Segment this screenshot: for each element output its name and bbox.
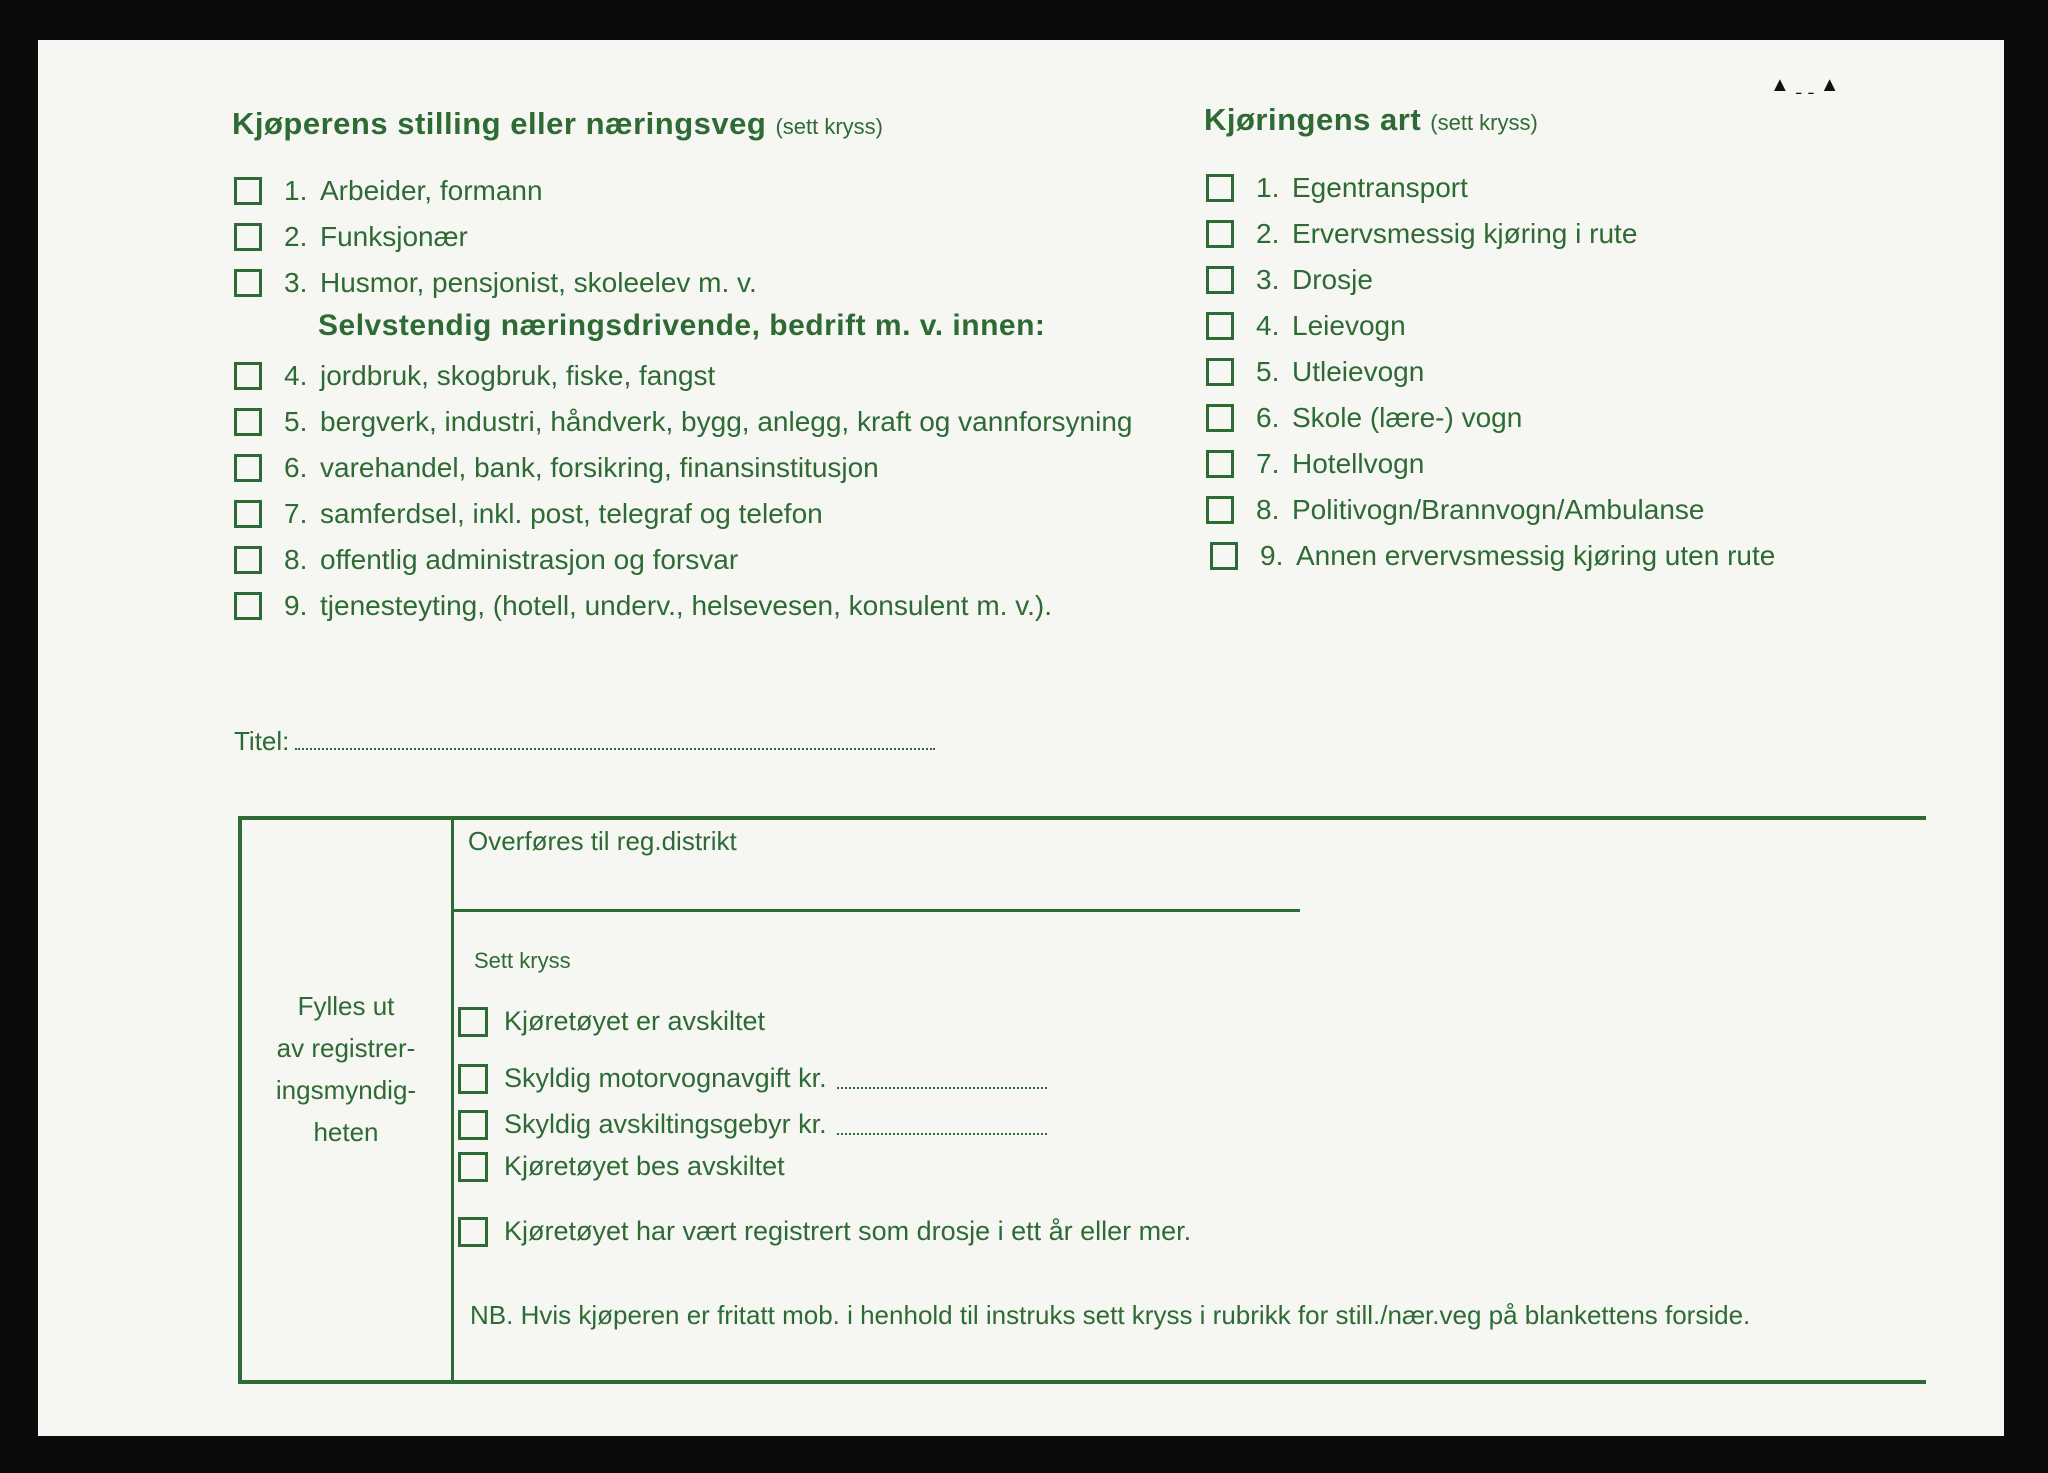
- checkbox[interactable]: [458, 1064, 488, 1094]
- option-label: Husmor, pensjonist, skoleelev m. v.: [320, 267, 757, 298]
- side-label-line: Fylles ut: [297, 991, 395, 1021]
- box-bottom-border: [238, 1380, 1926, 1384]
- checkbox[interactable]: [234, 223, 262, 251]
- titel-label: Titel:: [234, 726, 290, 756]
- option-label: samferdsel, inkl. post, telegraf og telefon: [320, 498, 823, 529]
- checkbox[interactable]: [1206, 404, 1234, 432]
- option-label: Skyldig motorvognavgift kr.: [504, 1063, 827, 1093]
- option-number: 6.: [1256, 402, 1280, 433]
- driving-option-4[interactable]: [1206, 310, 1406, 342]
- option-label: Funksjonær: [320, 221, 468, 252]
- buyer-option-6[interactable]: [234, 452, 879, 484]
- option-number: 7.: [284, 498, 308, 529]
- side-label-line: ingsmyndig-: [275, 1075, 417, 1105]
- option-number: 4.: [284, 360, 308, 391]
- option-label: Skyldig avskiltingsgebyr kr.: [504, 1109, 827, 1139]
- option-number: 5.: [284, 406, 308, 437]
- checkbox[interactable]: [1210, 542, 1238, 570]
- left-title-note: (sett kryss): [775, 114, 883, 139]
- reg-option-avskiltingsgebyr[interactable]: [458, 1109, 1047, 1140]
- buyer-option-5[interactable]: [234, 406, 1132, 438]
- checkbox[interactable]: [1206, 174, 1234, 202]
- option-number: 9.: [1260, 540, 1284, 571]
- box-divider: [451, 816, 454, 1382]
- driving-option-8[interactable]: [1206, 494, 1704, 526]
- driving-option-2[interactable]: [1206, 218, 1637, 250]
- option-number: 6.: [284, 452, 308, 483]
- checkbox[interactable]: [234, 592, 262, 620]
- option-number: 8.: [1256, 494, 1280, 525]
- checkbox[interactable]: [234, 546, 262, 574]
- buyer-option-3[interactable]: [234, 267, 757, 299]
- reg-option-bes-avskiltet[interactable]: [458, 1151, 785, 1182]
- option-number: 3.: [284, 267, 308, 298]
- buyer-option-9[interactable]: [234, 590, 1052, 622]
- option-label: offentlig administrasjon og forsvar: [320, 544, 739, 575]
- amount-dotted-line[interactable]: [837, 1069, 1047, 1089]
- side-label: [244, 985, 448, 1153]
- side-label-line: heten: [313, 1117, 379, 1147]
- box-left-border: [238, 816, 242, 1384]
- option-label: Drosje: [1292, 264, 1373, 295]
- driving-option-6[interactable]: [1206, 402, 1522, 434]
- driving-option-5[interactable]: [1206, 356, 1424, 388]
- nb-note: NB. Hvis kjøperen er fritatt mob. i henhold til instruks sett kryss i rubrikk for still./nær.veg på blankettens forside.: [470, 1300, 1751, 1330]
- reg-option-drosje[interactable]: [458, 1216, 1191, 1247]
- option-label: Kjøretøyet bes avskiltet: [504, 1151, 785, 1181]
- checkbox[interactable]: [458, 1007, 488, 1037]
- option-label: Skole (lære-) vogn: [1292, 402, 1523, 433]
- left-title-text: Kjøperens stilling eller næringsveg: [232, 106, 767, 141]
- option-label: Kjøretøyet har vært registrert som drosje i ett år eller mer.: [504, 1216, 1192, 1246]
- option-label: jordbruk, skogbruk, fiske, fangst: [320, 360, 716, 391]
- option-label: Hotellvogn: [1292, 448, 1425, 479]
- titel-field[interactable]: [234, 726, 935, 757]
- buyer-option-4[interactable]: [234, 360, 715, 392]
- option-label: Ervervsmessig kjøring i rute: [1292, 218, 1638, 249]
- amount-dotted-line[interactable]: [837, 1115, 1047, 1135]
- buyer-option-7[interactable]: [234, 498, 823, 530]
- checkbox[interactable]: [458, 1152, 488, 1182]
- checkbox[interactable]: [1206, 450, 1234, 478]
- option-number: 1.: [1256, 172, 1280, 203]
- option-number: 2.: [1256, 218, 1280, 249]
- driving-option-3[interactable]: [1206, 264, 1373, 296]
- option-label: Politivogn/Brannvogn/Ambulanse: [1292, 494, 1705, 525]
- left-section-title: [232, 106, 883, 142]
- transfer-line: [454, 909, 1300, 912]
- transfer-label: Overføres til reg.distrikt: [468, 826, 737, 856]
- option-number: 4.: [1256, 310, 1280, 341]
- checkbox[interactable]: [234, 408, 262, 436]
- right-title-note: (sett kryss): [1430, 110, 1538, 135]
- box-top-border: [238, 816, 1926, 820]
- side-label-line: av registrer-: [276, 1033, 416, 1063]
- checkbox[interactable]: [234, 269, 262, 297]
- option-number: 2.: [284, 221, 308, 252]
- option-number: 3.: [1256, 264, 1280, 295]
- option-label: Egentransport: [1292, 172, 1468, 203]
- sett-kryss-label: Sett kryss: [474, 948, 571, 973]
- checkbox[interactable]: [234, 454, 262, 482]
- checkbox[interactable]: [1206, 312, 1234, 340]
- checkbox[interactable]: [1206, 266, 1234, 294]
- buyer-option-2[interactable]: [234, 221, 468, 253]
- checkbox[interactable]: [234, 500, 262, 528]
- checkbox[interactable]: [1206, 358, 1234, 386]
- checkbox[interactable]: [458, 1217, 488, 1247]
- checkbox[interactable]: [234, 362, 262, 390]
- option-label: Kjøretøyet er avskiltet: [504, 1006, 766, 1036]
- right-section-title: [1204, 102, 1538, 138]
- checkbox[interactable]: [458, 1110, 488, 1140]
- option-label: Arbeider, formann: [320, 175, 543, 206]
- driving-option-7[interactable]: [1206, 448, 1424, 480]
- option-number: 1.: [284, 175, 308, 206]
- option-number: 8.: [284, 544, 308, 575]
- buyer-option-8[interactable]: [234, 544, 738, 576]
- option-label: bergverk, industri, håndverk, bygg, anlegg, kraft og vannforsyning: [320, 406, 1133, 437]
- option-label: Utleievogn: [1292, 356, 1425, 387]
- buyer-option-1[interactable]: [234, 175, 543, 207]
- checkbox[interactable]: [234, 177, 262, 205]
- option-label: Annen ervervsmessig kjøring uten rute: [1296, 540, 1776, 571]
- option-label: tjenesteyting, (hotell, underv., helsevesen, konsulent m. v.).: [320, 590, 1053, 621]
- corner-mark: ▲ ˍ ˍ ▲: [1770, 74, 1840, 96]
- option-number: 9.: [284, 590, 308, 621]
- self-employed-subheading: Selvstendig næringsdrivende, bedrift m. v. innen:: [318, 309, 1046, 342]
- option-number: 5.: [1256, 356, 1280, 387]
- option-label: varehandel, bank, forsikring, finansinstitusjon: [320, 452, 879, 483]
- right-title-text: Kjøringens art: [1204, 102, 1422, 137]
- checkbox[interactable]: [1206, 496, 1234, 524]
- option-number: 7.: [1256, 448, 1280, 479]
- driving-option-1[interactable]: [1206, 172, 1468, 204]
- titel-dotted-line[interactable]: [295, 728, 935, 750]
- reg-option-avskiltet[interactable]: [458, 1006, 765, 1037]
- driving-option-9[interactable]: [1210, 540, 1775, 572]
- option-label: Leievogn: [1292, 310, 1406, 341]
- reg-option-motorvognavgift[interactable]: [458, 1063, 1047, 1094]
- checkbox[interactable]: [1206, 220, 1234, 248]
